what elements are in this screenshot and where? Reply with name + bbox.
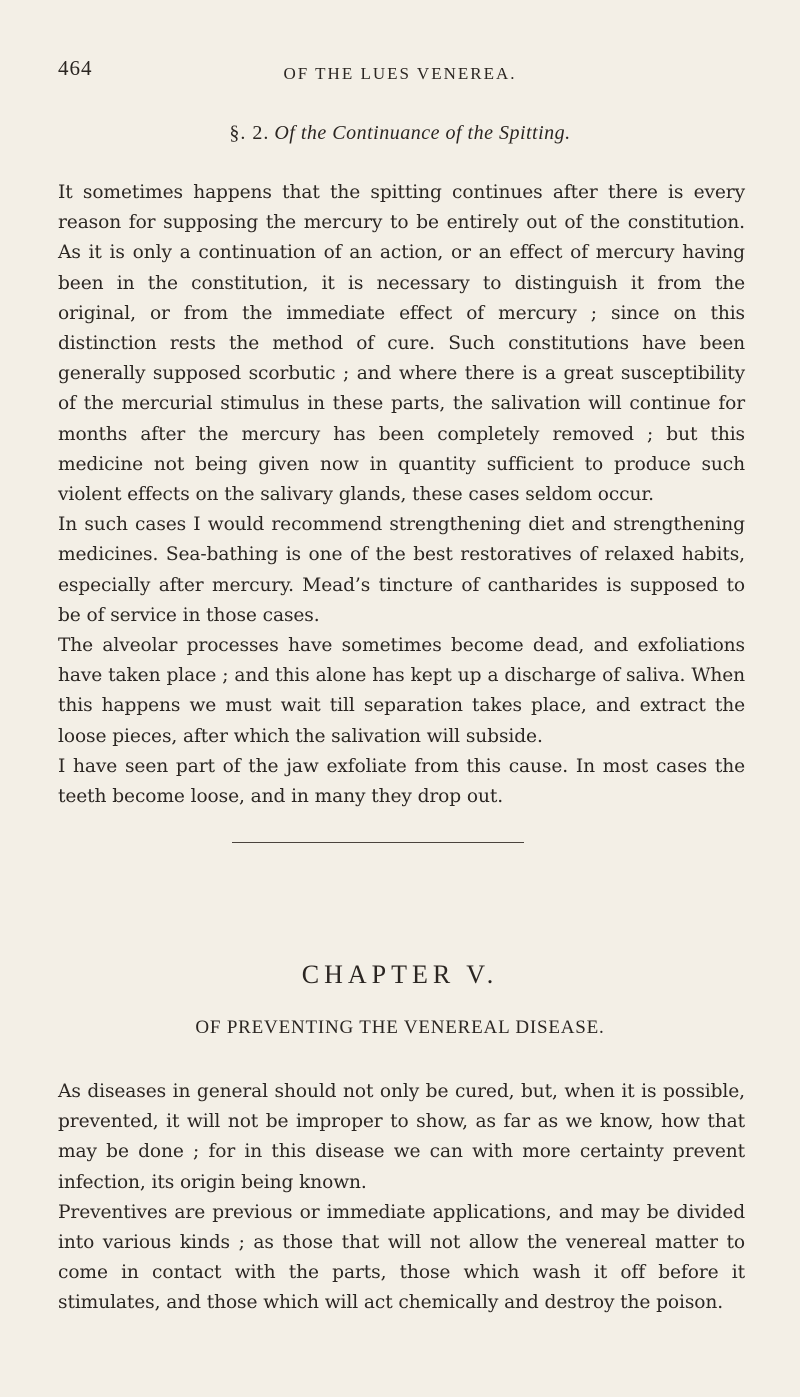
chapter-title: OF PREVENTING THE VENEREAL DISEASE. — [195, 1017, 605, 1038]
section-divider — [232, 842, 524, 843]
paragraph: The alveolar processes have sometimes become dead, and exfoliations have taken place ; and this alone has kept up a discharge of saliva. When this happens we must wait till separation takes place, and extract the loose pieces, after which the salivation will subside. — [58, 635, 745, 747]
page-header — [58, 56, 742, 96]
section-title: Of the Continuance of the Spitting. — [274, 122, 571, 144]
running-head: OF THE LUES VENEREA. — [283, 64, 517, 83]
section-symbol: §. 2. — [229, 122, 270, 144]
section-heading — [58, 122, 742, 145]
paragraph: As diseases in general should not only be cured, but, when it is possible, prevented, it will not be improper to show, as far as we know, how that may be done ; for in this disease we can with more certainty prevent infection, its origin being known. — [58, 1081, 745, 1193]
paragraph: Preventives are previous or immediate applications, and may be divided into various kinds ; as those that will not allow the venereal matter to come in contact with the parts, those which wash it off before it stimulates, and those which will act chemically and destroy the poison. — [58, 1201, 745, 1314]
page-number: 464 — [58, 56, 93, 80]
chapter-label: CHAPTER V. — [301, 960, 499, 989]
paragraph: I have seen part of the jaw exfoliate from this cause. In most cases the teeth become loose, and in many they drop out. — [58, 755, 745, 808]
chapter-body — [58, 1077, 745, 1319]
paragraph: In such cases I would recommend strengthening diet and strengthening medicines. Sea-bathing is one of the best restoratives of relaxed habits, especially after mercury. Mead’s tincture of cantharides is supposed to be of service in those cases. — [58, 514, 745, 626]
section-body — [58, 178, 745, 812]
paragraph: It sometimes happens that the spitting continues after there is every reason for supposing the mercury to be entirely out of the constitution. As it is only a continuation of an action, or an effect of mercury having been in the constitution, it is necessary to distinguish it from the original, or from the immediate effect of mercury ; since on this distinction rests the method of cure. Such constitutions have been generally supposed scorbutic ; and where there is a great susceptibility of the mercurial stimulus in these parts, the salivation will continue for months after the mercury has been completely removed ; but this medicine not being given now in quantity sufficient to produce such violent effects on the salivary glands, these cases seldom occur. — [58, 182, 745, 506]
